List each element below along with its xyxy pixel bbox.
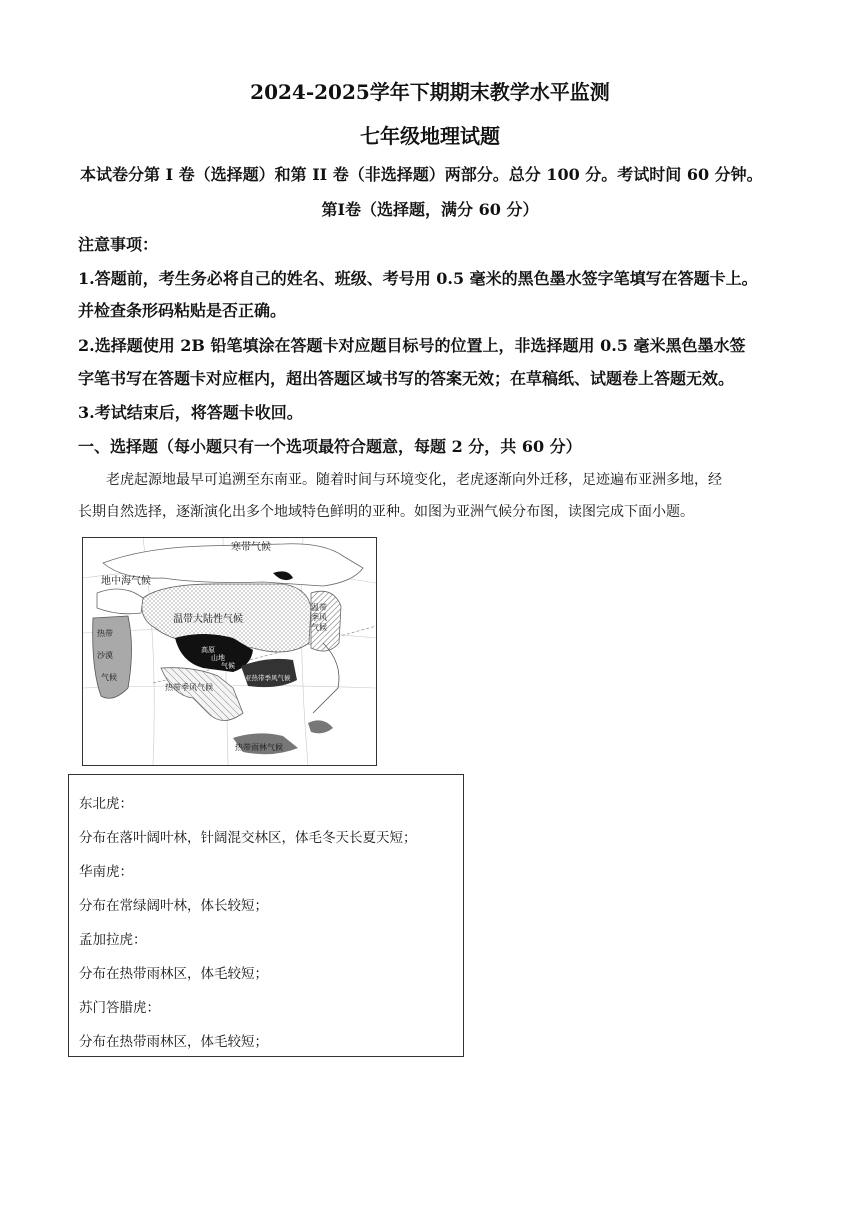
exam-subtitle: 七年级地理试题 — [360, 124, 500, 148]
tropical-monsoon-region — [161, 668, 243, 721]
map-label-highland-2: 山地 — [211, 654, 225, 662]
note-item-1-cont: 并检查条形码粘贴是否正确。 — [78, 301, 287, 320]
map-label-cold: 寒带气候 — [231, 542, 271, 553]
map-label-continental: 温带大陆性气候 — [173, 614, 243, 625]
rainforest-region-islands — [308, 720, 333, 733]
tiger-description: 分布在常绿阔叶林，体长较短； — [79, 898, 268, 914]
map-label-desert-1: 热带 — [97, 629, 113, 638]
question-paragraph-cont: 长期自然选择，逐渐演化出多个地域特色鲜明的亚种。如图为亚洲气候分布图，读图完成下面小题。 — [78, 504, 694, 520]
map-label-highland-3: 气候 — [221, 662, 235, 670]
tiger-description: 分布在落叶阔叶林，针阔混交林区，体毛冬天长夏天短； — [79, 830, 417, 846]
notes-heading: 注意事项： — [78, 235, 159, 254]
tiger-description: 分布在热带雨林区，体毛较短； — [79, 1034, 268, 1050]
map-label-temperate-monsoon-1: 温带 — [311, 603, 327, 612]
map-label-desert-3: 气候 — [101, 673, 117, 682]
exam-title: 2024-2025学年下期期末教学水平监测 — [250, 80, 610, 104]
question-paragraph: 老虎起源地最早可追溯至东南亚。随着时间与环境变化，老虎逐渐向外迁移，足迹遍布亚洲多地，经 — [106, 472, 722, 488]
tiger-description: 分布在热带雨林区，体毛较短； — [79, 966, 268, 982]
subtropical-monsoon-region — [241, 659, 297, 687]
part-heading: 第Ⅰ卷（选择题，满分 60 分） — [321, 200, 539, 219]
coastline-east — [313, 643, 339, 713]
note-item-1: 1.答题前，考生务必将自己的姓名、班级、考号用 0.5 毫米的黑色墨水签字笔填写在答题卡上。 — [78, 269, 758, 288]
asia-climate-map — [82, 537, 377, 766]
map-label-temperate-monsoon-2: 季风 — [311, 613, 327, 622]
tiger-name: 苏门答腊虎： — [79, 1000, 160, 1016]
tiger-name: 孟加拉虎： — [79, 932, 147, 948]
note-item-2: 2.选择题使用 2B 铅笔填涂在答题卡对应题目标号的位置上，非选择题用 0.5 毫米黑色墨水签 — [78, 336, 746, 355]
tiger-name: 华南虎： — [79, 864, 133, 880]
map-label-desert-2: 沙漠 — [97, 651, 113, 660]
section-heading: 一、选择题（每小题只有一个选项最符合题意，每题 2 分，共 60 分） — [78, 437, 582, 456]
tiger-name: 东北虎： — [79, 796, 133, 812]
map-label-mediterranean: 地中海气候 — [101, 576, 151, 587]
map-label-tropical-monsoon: 热带季风气候 — [165, 683, 213, 692]
tiger-info-box — [68, 774, 464, 1057]
mediterranean-region — [97, 589, 143, 614]
exam-intro: 本试卷分第 I 卷（选择题）和第 II 卷（非选择题）两部分。总分 100 分。考试时间 60 分钟。 — [80, 165, 763, 184]
map-label-rainforest: 热带雨林气候 — [235, 743, 283, 752]
map-label-temperate-monsoon-3: 气候 — [311, 623, 327, 632]
note-item-2-cont: 字笔书写在答题卡对应框内，超出答题区域书写的答案无效；在草稿纸、试题卷上答题无效。 — [78, 369, 735, 388]
map-label-subtropical-monsoon: 亚热带季风气候 — [245, 674, 291, 682]
note-item-3: 3.考试结束后，将答题卡收回。 — [78, 403, 303, 422]
map-label-highland-1: 高原 — [201, 646, 215, 654]
